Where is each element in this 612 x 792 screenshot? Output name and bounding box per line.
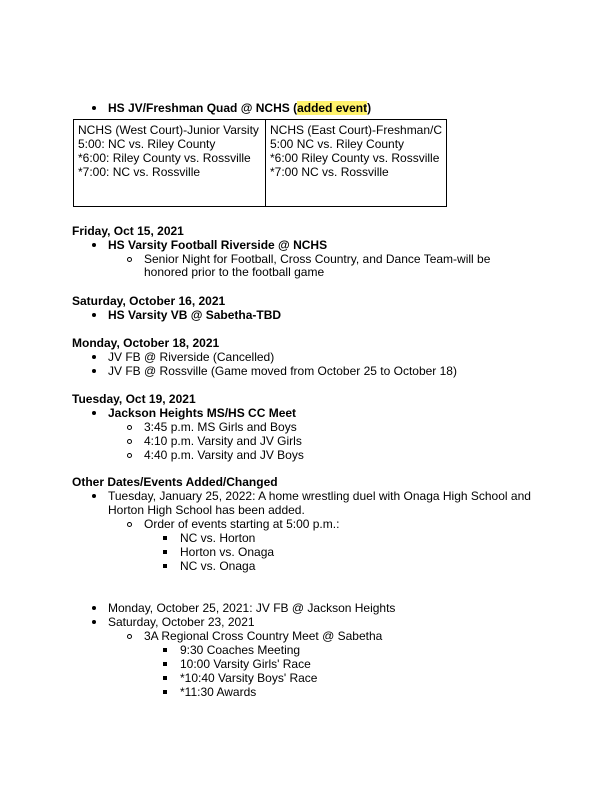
bullet: [92, 606, 96, 610]
square-bullet: [163, 690, 167, 694]
event-item: JV FB @ Riverside (Cancelled): [108, 350, 275, 364]
west-court-row: 5:00: NC vs. Riley County: [78, 137, 216, 151]
square-bullet: [163, 564, 167, 568]
match-item: Horton vs. Onaga: [180, 545, 275, 559]
section-heading: Other Dates/Events Added/Changed: [72, 475, 278, 489]
event-item: HS Varsity Football Riverside @ NCHS: [108, 238, 328, 252]
square-bullet: [163, 662, 167, 666]
circle-bullet: [127, 257, 132, 262]
meet-title: 3A Regional Cross Country Meet @ Sabetha: [144, 629, 383, 643]
circle-bullet: [127, 439, 132, 444]
east-court-row: 5:00 NC vs. Riley County: [270, 137, 405, 151]
bullet: [92, 355, 96, 359]
bullet: [92, 620, 96, 624]
east-court-header: NCHS (East Court)-Freshman/C: [270, 123, 443, 137]
event-item: Saturday, October 23, 2021: [108, 615, 255, 629]
meet-time: 4:10 p.m. Varsity and JV Girls: [144, 434, 302, 448]
bullet: [92, 106, 96, 110]
circle-bullet: [127, 425, 132, 430]
square-bullet: [163, 676, 167, 680]
west-court-row: *6:00: Riley County vs. Rossville: [78, 151, 251, 165]
west-court-cell: [78, 123, 259, 179]
order-label: Order of events starting at 5:00 p.m.:: [144, 517, 340, 531]
meet-time: 4:40 p.m. Varsity and JV Boys: [144, 448, 304, 462]
meet-time: 3:45 p.m. MS Girls and Boys: [144, 420, 297, 434]
meet-item: *10:40 Varsity Boys' Race: [180, 671, 318, 685]
east-court-row: *7:00 NC vs. Rossville: [270, 165, 389, 179]
quad-schedule-table: [73, 119, 447, 207]
circle-bullet: [127, 522, 132, 527]
wrestling-note: Tuesday, January 25, 2022: A home wrestling duel with Onaga High School and: [108, 489, 531, 503]
bullet: [92, 369, 96, 373]
match-item: NC vs. Horton: [180, 531, 256, 545]
circle-bullet: [127, 453, 132, 458]
bullet: [92, 411, 96, 415]
meet-item: *11:30 Awards: [180, 685, 257, 699]
circle-bullet: [127, 634, 132, 639]
event-item: HS Varsity VB @ Sabetha-TBD: [108, 308, 282, 322]
west-court-header: NCHS (West Court)-Junior Varsity: [78, 123, 259, 137]
east-court-cell: [270, 123, 442, 179]
date-heading: Monday, October 18, 2021: [72, 336, 220, 350]
date-heading: Tuesday, Oct 19, 2021: [72, 392, 196, 406]
event-item: Monday, October 25, 2021: JV FB @ Jackson Heights: [108, 601, 396, 615]
quad-title: HS JV/Freshman Quad @ NCHS (added event): [108, 101, 372, 115]
square-bullet: [163, 550, 167, 554]
event-item: Jackson Heights MS/HS CC Meet: [108, 406, 297, 420]
event-item: JV FB @ Rossville (Game moved from October 25 to October 18): [108, 364, 457, 378]
bullet: [92, 243, 96, 247]
bullet: [92, 494, 96, 498]
event-note: Senior Night for Football, Cross Country, and Dance Team-will be: [144, 252, 491, 266]
square-bullet: [163, 536, 167, 540]
date-heading: Saturday, October 16, 2021: [72, 294, 226, 308]
table-divider: [265, 120, 266, 206]
square-bullet: [163, 648, 167, 652]
bullet: [92, 313, 96, 317]
match-item: NC vs. Onaga: [180, 559, 256, 573]
added-event-highlight: added event: [297, 101, 368, 115]
east-court-row: *6:00 Riley County vs. Rossville: [270, 151, 440, 165]
event-note: honored prior to the football game: [144, 265, 325, 279]
meet-item: 9:30 Coaches Meeting: [180, 643, 301, 657]
meet-item: 10:00 Varsity Girls' Race: [180, 657, 311, 671]
wrestling-note: Horton High School has been added.: [108, 503, 305, 517]
west-court-row: *7:00: NC vs. Rossville: [78, 165, 201, 179]
date-heading: Friday, Oct 15, 2021: [72, 224, 184, 238]
